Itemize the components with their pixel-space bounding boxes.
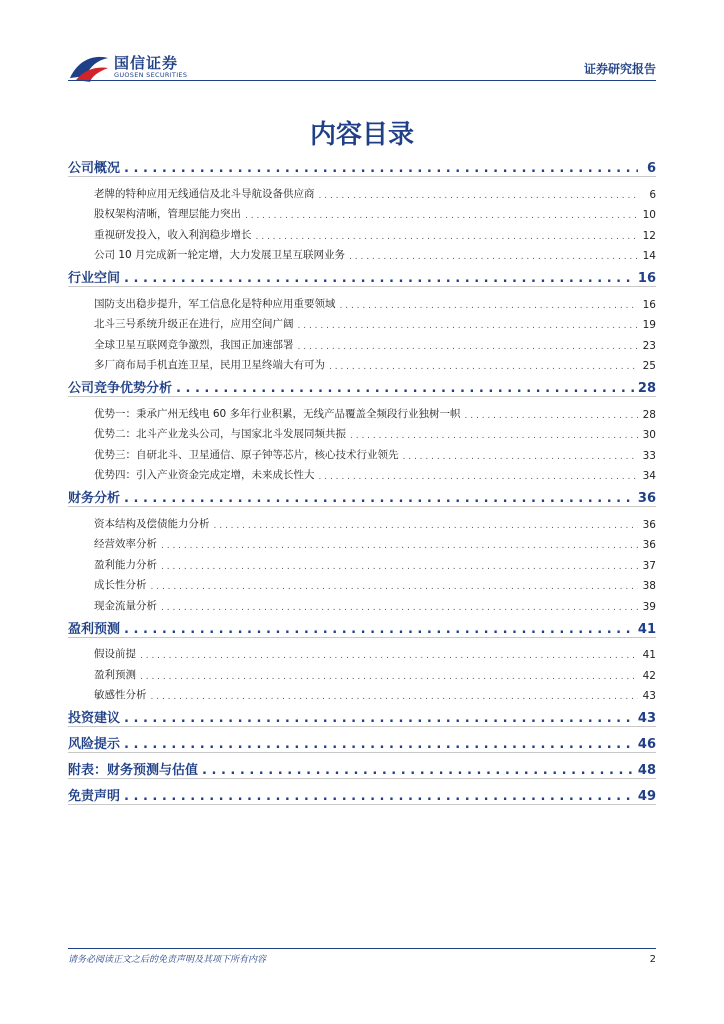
toc-subsection-title: 假设前提 — [94, 648, 136, 660]
toc-leader-dots — [124, 271, 634, 286]
toc-section-title: 公司概况 — [68, 161, 121, 176]
toc-section-entry[interactable] — [68, 615, 656, 638]
toc-leader-dots — [161, 541, 638, 551]
toc-section-title: 财务分析 — [68, 491, 121, 506]
toc-subsection-entry[interactable] — [68, 331, 656, 352]
toc-subsection-title: 北斗三号系统升级正在进行，应用空间广阔 — [94, 318, 294, 330]
toc-section-entry[interactable] — [68, 374, 656, 397]
toc-leader-dots — [319, 472, 639, 482]
toc-subsection-page: 38 — [642, 580, 656, 592]
toc-subsection-page: 23 — [642, 339, 656, 352]
toc-leader-dots — [298, 342, 639, 352]
toc-subsection-entry[interactable] — [68, 531, 656, 552]
toc-subsection-title: 敏感性分析 — [94, 689, 147, 701]
toc-section-title: 投资建议 — [68, 711, 121, 726]
toc-subsection-title: 盈利预测 — [94, 668, 136, 681]
toc-subsection-page: 41 — [642, 649, 656, 661]
toc-subsection-entry[interactable] — [68, 572, 656, 593]
toc-section-entry[interactable] — [68, 154, 656, 177]
table-of-contents — [68, 152, 656, 808]
toc-leader-dots — [124, 711, 634, 726]
toc-leader-dots — [140, 651, 638, 661]
toc-subsection-title: 老牌的特种应用无线通信及北斗导航设备供应商 — [94, 187, 315, 200]
toc-subsection-title: 经营效率分析 — [94, 538, 157, 550]
toc-leader-dots — [124, 491, 634, 506]
footer-divider — [68, 948, 656, 949]
toc-subsection-entry[interactable] — [68, 201, 656, 222]
toc-leader-dots — [245, 211, 638, 221]
header-divider — [68, 80, 656, 81]
toc-subsection-page: 39 — [642, 600, 656, 613]
toc-section-page: 49 — [637, 789, 656, 804]
toc-subsection-entry[interactable] — [68, 421, 656, 442]
toc-section-page: 46 — [637, 737, 656, 752]
page-number: 2 — [649, 954, 656, 965]
toc-subsection-title: 多厂商布局手机直连卫星，民用卫星终端大有可为 — [94, 359, 325, 371]
toc-subsection-page: 28 — [642, 408, 656, 421]
toc-leader-dots — [329, 362, 638, 372]
toc-subsection-entry[interactable] — [68, 290, 656, 311]
toc-subsection-page: 19 — [642, 319, 656, 331]
toc-leader-dots — [202, 763, 634, 778]
toc-subsection-title: 资本结构及偿债能力分析 — [94, 517, 210, 530]
toc-subsection-title: 成长性分析 — [94, 579, 147, 591]
toc-subsection-entry[interactable] — [68, 400, 656, 421]
report-type-label: 证券研究报告 — [583, 62, 656, 76]
toc-subsection-page: 10 — [642, 209, 656, 221]
toc-subsection-entry[interactable] — [68, 551, 656, 572]
toc-subsection-entry[interactable] — [68, 441, 656, 462]
toc-leader-dots — [151, 582, 639, 592]
toc-leader-dots — [349, 252, 638, 262]
toc-subsection-entry[interactable] — [68, 592, 656, 613]
toc-leader-dots — [124, 622, 634, 637]
toc-subsection-title: 股权架构清晰，管理层能力突出 — [94, 208, 241, 220]
toc-subsection-page: 43 — [642, 690, 656, 702]
toc-section-title: 免责声明 — [68, 789, 121, 804]
toc-subsection-entry[interactable] — [68, 242, 656, 263]
toc-section-title: 附表：财务预测与估值 — [68, 763, 199, 778]
logo-text-en: GUOSEN SECURITIES — [114, 71, 188, 79]
toc-section-title: 风险提示 — [68, 737, 121, 752]
toc-section-page: 28 — [637, 381, 656, 396]
toc-section-page: 43 — [637, 711, 656, 726]
toc-subsection-page: 36 — [642, 518, 656, 531]
toc-leader-dots — [214, 521, 639, 531]
toc-subsection-title: 重视研发投入，收入利润稳步增长 — [94, 228, 252, 241]
toc-leader-dots — [403, 452, 639, 462]
toc-leader-dots — [319, 191, 639, 201]
toc-leader-dots — [350, 431, 638, 441]
toc-subsection-title: 优势一：秉承广州无线电 60 多年行业积累，无线产品覆盖全频段行业独树一帜 — [94, 407, 461, 420]
toc-section-page: 16 — [637, 271, 656, 286]
toc-subsection-title: 优势四：引入产业资金完成定增，未来成长性大 — [94, 469, 315, 481]
toc-leader-dots — [124, 161, 638, 176]
toc-subsection-title: 盈利能力分析 — [94, 558, 157, 571]
toc-subsection-title: 优势二：北斗产业龙头公司，与国家北斗发展同频共振 — [94, 428, 346, 440]
toc-title: 内容目录 — [309, 120, 414, 150]
toc-subsection-page: 36 — [642, 539, 656, 551]
toc-section-entry[interactable] — [68, 264, 656, 287]
toc-leader-dots — [161, 603, 638, 613]
toc-subsection-title: 国防支出稳步提升，军工信息化是特种应用重要领域 — [94, 297, 336, 310]
toc-subsection-entry[interactable] — [68, 462, 656, 483]
toc-subsection-page: 14 — [642, 250, 656, 262]
toc-subsection-page: 6 — [649, 188, 656, 201]
toc-leader-dots — [340, 301, 639, 311]
toc-leader-dots — [298, 321, 639, 331]
toc-subsection-title: 现金流量分析 — [94, 599, 157, 612]
toc-subsection-page: 42 — [642, 669, 656, 682]
toc-subsection-entry[interactable] — [68, 682, 656, 703]
toc-subsection-page: 34 — [642, 470, 656, 482]
toc-subsection-page: 30 — [642, 429, 656, 441]
toc-leader-dots — [161, 562, 638, 572]
page-header — [0, 0, 724, 100]
footer-disclaimer-note: 请务必阅读正文之后的免责声明及其项下所有内容 — [68, 955, 267, 965]
toc-section-page: 48 — [637, 763, 656, 778]
toc-leader-dots — [124, 789, 634, 804]
toc-leader-dots — [124, 737, 634, 752]
toc-section-title: 盈利预测 — [68, 621, 121, 637]
toc-section-entry[interactable] — [68, 704, 656, 727]
toc-subsection-entry[interactable] — [68, 352, 656, 373]
toc-subsection-page: 16 — [642, 298, 656, 311]
toc-subsection-entry[interactable] — [68, 510, 656, 531]
toc-leader-dots — [151, 692, 639, 702]
toc-section-title: 行业空间 — [68, 271, 121, 286]
toc-leader-dots — [176, 381, 634, 396]
toc-section-entry[interactable] — [68, 782, 656, 805]
toc-leader-dots — [465, 411, 638, 421]
toc-section-entry[interactable] — [68, 756, 656, 779]
toc-section-entry[interactable] — [68, 484, 656, 507]
toc-subsection-title: 优势三：自研北斗、卫星通信、原子钟等芯片，核心技术行业领先 — [94, 448, 399, 461]
toc-section-page: 41 — [637, 621, 656, 637]
toc-section-title: 公司竞争优势分析 — [68, 381, 173, 396]
logo-text-cn: 国信证券 — [114, 54, 179, 72]
toc-section-page: 6 — [646, 161, 656, 176]
toc-subsection-entry[interactable] — [68, 221, 656, 242]
toc-section-page: 36 — [637, 491, 656, 506]
toc-subsection-page: 12 — [642, 229, 656, 242]
toc-subsection-title: 全球卫星互联网竞争激烈，我国正加速部署 — [94, 338, 294, 351]
toc-subsection-entry[interactable] — [68, 311, 656, 332]
toc-subsection-entry[interactable] — [68, 180, 656, 201]
toc-subsection-title: 公司 10 月完成新一轮定增，大力发展卫星互联网业务 — [94, 249, 346, 261]
toc-section-entry[interactable] — [68, 730, 656, 753]
toc-subsection-page: 25 — [642, 360, 656, 372]
toc-subsection-page: 33 — [642, 449, 656, 462]
toc-subsection-page: 37 — [642, 559, 656, 572]
toc-leader-dots — [140, 672, 638, 682]
toc-leader-dots — [256, 232, 639, 242]
toc-subsection-entry[interactable] — [68, 661, 656, 682]
toc-subsection-entry[interactable] — [68, 641, 656, 662]
